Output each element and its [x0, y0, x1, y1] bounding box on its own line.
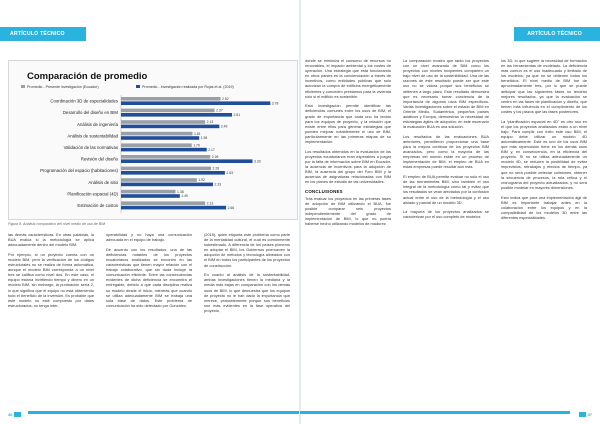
paragraph: La comparación mostró que tanto los proyectos con un nivel avanzado de BIM como los proyectos con niveles incipientes comparten un bajo nivel de uso de la sostenibilidad. Una de las razones de este resultado puede ser que este uso no se valora porque sus beneficios se obtienen a largo plazo. Este resultado demuestra que es necesario tomar conciencia de la importancia de algunos usos BIM específicos. Varias investigaciones sobre el estado de BIM en Oriente Medio, Sudamérica, pequeños países asiáticos y Europa, demuestran la necesidad de estrategias ágiles de adopción; en este escenario la evaluación BUA es una solución.	[403, 58, 489, 130]
data-label: 2.17	[208, 147, 215, 152]
bar	[121, 143, 192, 147]
category-label: Validación de las normativas	[63, 145, 118, 150]
data-label: 1.38	[177, 189, 184, 194]
legend-swatch	[136, 85, 140, 88]
bar	[121, 178, 197, 182]
footer-bar	[300, 411, 570, 414]
paragraph: Esto indica que para una implementación ágil de BIM es importante trabajar antes en la colaboración entre los equipos y en la compatibilidad de los modelos 3D entre las diferentes especialidades.	[501, 194, 587, 220]
left-column-3	[204, 232, 290, 318]
bar	[121, 167, 211, 171]
data-label: 1.92	[198, 178, 205, 183]
data-label: 1.81	[193, 131, 201, 136]
category-label: Desarrollo del diseño en BIM	[62, 110, 118, 116]
paragraph: Tras evaluar los proyectos en las primeras fases de adopción de BIM utilizando el BUA, fue posible comparar seis proyectos independientemente del grado de implementación de BIM, lo que no podría haberse hecho utilizando modelos de madurez.	[305, 195, 391, 226]
magazine-logo-icon	[14, 412, 21, 417]
right-column-1	[403, 58, 489, 224]
chart-figure	[8, 60, 298, 220]
magazine-logo-icon	[579, 412, 586, 417]
bar	[121, 148, 207, 152]
paragraph: donde se minimiza el consumo de recursos no renovables, el impacto ambiental y los costes de operación. Una estrategia que está funcionando en otros países es la concienciación a través de incentivos, como entidades públicas que solo autorizan la compra de edificios energéticamente eficientes y conceden préstamos para la vivienda solo si el edificio es sostenible.	[305, 58, 391, 99]
right-column-2	[501, 58, 587, 225]
paragraph: El empleo de BUA permite evaluar no solo el uso de las herramientas BIM, sino también el uso integral de la metodología como tal y evitar que los resultados se vean afectados por la confusión actual entre el uso de la metodología y el uso aislado y parcial de un modelo 3D.	[403, 174, 489, 205]
figure-caption: Figura 8. Análisis comparativo del nivel medio de uso de BIM	[8, 222, 106, 226]
paragraph: operabilidad y no haya una comunicación adecuada en el equipo de trabajo.	[106, 232, 192, 243]
data-label: 2.52	[222, 97, 229, 101]
legend-entry: Promedio - Presente investigación (Ecuador)	[27, 85, 99, 89]
category-label: Análisis de sitio	[88, 179, 118, 185]
data-label: 3.78	[271, 101, 279, 106]
category-label: Planificación espacial (4D)	[67, 191, 118, 197]
bar	[121, 155, 210, 159]
bar	[121, 194, 180, 198]
data-label: 2.26	[211, 155, 219, 159]
bar	[121, 206, 226, 210]
right-page	[300, 0, 600, 424]
bar	[121, 125, 219, 129]
paragraph: Los resultados de las evaluaciones BUA anteriores, permitieron proporcionar una base para la mejora continua de los proyectos BIM avanzados, pero como la mayoría de las empresas del mundo están en un proceso de implementación de BIM, el empleo de BUA en estas empresas puede resultar aún más.	[403, 133, 489, 170]
paragraph: Los resultados obtenidos en la evaluación de los proyectos ecuatorianos eran esperables a juzgar por la falta de información sobre BIM en Ecuador, la ausencia de incentivos para la adopción de BIM, la ausencia del grupo del Foro BIM y la ausencia de asignaturas relacionadas con BIM en los planes de estudio de las universidades.	[305, 148, 391, 185]
data-label: 1.79	[193, 143, 200, 148]
data-label: 2.49	[220, 124, 228, 129]
category-label: Análisis de ingeniería	[77, 121, 118, 127]
page-number	[579, 412, 592, 417]
category-label: Revisión del diseño	[80, 156, 118, 162]
footer-bar	[28, 411, 300, 414]
data-label: 1.98	[200, 136, 208, 141]
conclusions-heading: CONCLUSIONES	[305, 188, 343, 194]
comparison-chart	[9, 61, 299, 221]
data-label: 2.63	[226, 171, 233, 175]
bar	[121, 159, 253, 163]
left-column-1	[8, 232, 94, 313]
page-number	[8, 412, 21, 417]
legend-swatch	[21, 85, 25, 88]
right-column-0	[305, 58, 391, 231]
category-label: Análisis de sustentabilidad	[67, 133, 118, 139]
bar	[121, 120, 205, 124]
data-label: 2.81	[233, 113, 241, 117]
paragraph: Esta investigación permite identificar las deficiencias comunes entre los usos de BIM, el grado de importancia que cada uno ha tenido para los equipos de proyecto, y la relación que existe entre ellos para generar estrategias que pueden mejorar notablemente el uso de BIM, particularmente en las primeras etapas de su implementación.	[305, 103, 391, 144]
bar	[121, 201, 205, 205]
data-label: 2.66	[227, 205, 235, 210]
section-tag: ARTÍCULO TÉCNICO	[0, 27, 86, 41]
data-label: 2.37	[216, 108, 223, 113]
page-number-text: 46	[8, 412, 13, 417]
data-label: 2.13	[206, 201, 214, 206]
paragraph: La “planificación espacial en 4D” es otro uso en el que los proyectos analizados están a un nivel bajo. Para cumplir con éxito este uso BIM, el equipo debe utilizar un modelo 4D automáticamente. Este es uno de los usos BIM que más repercusión tiene en los demás usos BIM y, en consecuencia, en la eficiencia del proyecto. Si no se utiliza adecuadamente un modelo 4D, se reducen la posibilidad de evitar imprevistos, retrabajos y efectos de tiempo, ya que no será posible detectar colisiones, obtener la secuencia de procesos, la ruta crítica y el cronograma del proyecto actualizados, y no será posible modelar en mayores dimensiones.	[501, 118, 587, 190]
data-label: 3.33	[254, 159, 261, 164]
bar	[121, 171, 225, 175]
paragraph: De acuerdo con los resultados, una de las deficiencias notables de los proyectos ecuatorianos analizados se encontró en las características que tienen mayor relación con el trabajo colaborativo, que sin duda incluye la comunicación eficiente. Entre las consecuencias evidentes de dicha deficiencia se encuentra el entregable, debido a que cada disciplina realiza su modelo desde el inicio, mientras que cuando se utiliza adecuadamente BIM se trabaja una sola base de datos. Este problema de comunicación ha sido detectado por González,	[106, 246, 192, 308]
paragraph: (2015), quien etiqueta este problema como parte de la mentalidad cultural, el cual es comúnmente subestimado. A diferencia de los países pioneros en adoptar el BIM, los Gobiernos promueven la adopción de métodos y tecnología alineados con el BIM en todos los participantes de los proyectos de construcción.	[204, 232, 290, 268]
bar	[121, 101, 270, 105]
data-label: 2.33	[214, 182, 222, 187]
bar	[121, 97, 221, 101]
data-label: 2.13	[206, 120, 214, 125]
section-tag: ARTÍCULO TÉCNICO	[514, 27, 600, 41]
category-label: Coordinación 3D de especialidades	[50, 98, 118, 104]
chart-title: Comparación de promedio	[27, 71, 148, 82]
paragraph: Por ejemplo, si un proyecto cuenta con un modelo BIM, pero la verificación de los códigos estructurales no se realiza de forma automática, aunque el modelo BIM corresponda a un nivel tres se califica como nivel dos. En este caso, el equipo estaría invirtiendo tiempo y dinero en un modelo BIM, sin embargo, la puntuación sería 2, lo que significa que el equipo no está obteniendo todo el beneficio de la inversión. Es probable que este modelo no esté compuesto por datos estructurados, no tenga inter-	[8, 251, 94, 308]
bar	[121, 183, 213, 187]
bar	[121, 113, 232, 117]
left-column-2	[106, 232, 192, 313]
bar	[121, 190, 176, 194]
category-label: Estimación de costos	[77, 203, 118, 208]
data-label: 1.49	[181, 194, 188, 199]
paragraph: La mayoría de los proyectos analizados se caracterizan por el uso completo de modelos	[403, 209, 489, 220]
paragraph: las demás características. En otras palabras, la BUA evalúa si la metodología se aplica adecuadamente dentro del modelo BIM.	[8, 232, 94, 248]
data-label: 2.28	[212, 166, 220, 171]
paragraph: los 3D, lo que sugiere la necesidad de formación en las herramientas de modelado. La deficiencia más común es el uso inadecuado y limitado de los modelos, ya que no se obtienen todos los beneficios. El nivel medio de BIM fue de aproximadamente tres, por lo que se puede anticipar que las siguientes fases no tendrán mejores resultados, ya que la evaluación se centró en las fases de planificación y diseño, que tienen más influencia en el cumplimiento de los costes y los plazos que las fases posteriores.	[501, 58, 587, 114]
page-number-text: 47	[587, 412, 592, 417]
paragraph: En cuanto al análisis de la sustentabilidad, ambas investigaciones tienen la mediana y la media más bajas en comparación con los demás usos de BIM, lo que demuestra que los equipos de proyecto no le han dado la importancia que merece, probablemente porque sus beneficios son más evidentes en la fase operativa del proyecto,	[204, 272, 290, 313]
bar	[121, 132, 192, 136]
bar	[121, 109, 215, 113]
legend-entry: Promedio - Investigación realizada por Rojas et al. (2019)	[142, 85, 234, 89]
category-label: Programación del espacio (habitaciones)	[40, 168, 118, 174]
bar	[121, 136, 199, 140]
